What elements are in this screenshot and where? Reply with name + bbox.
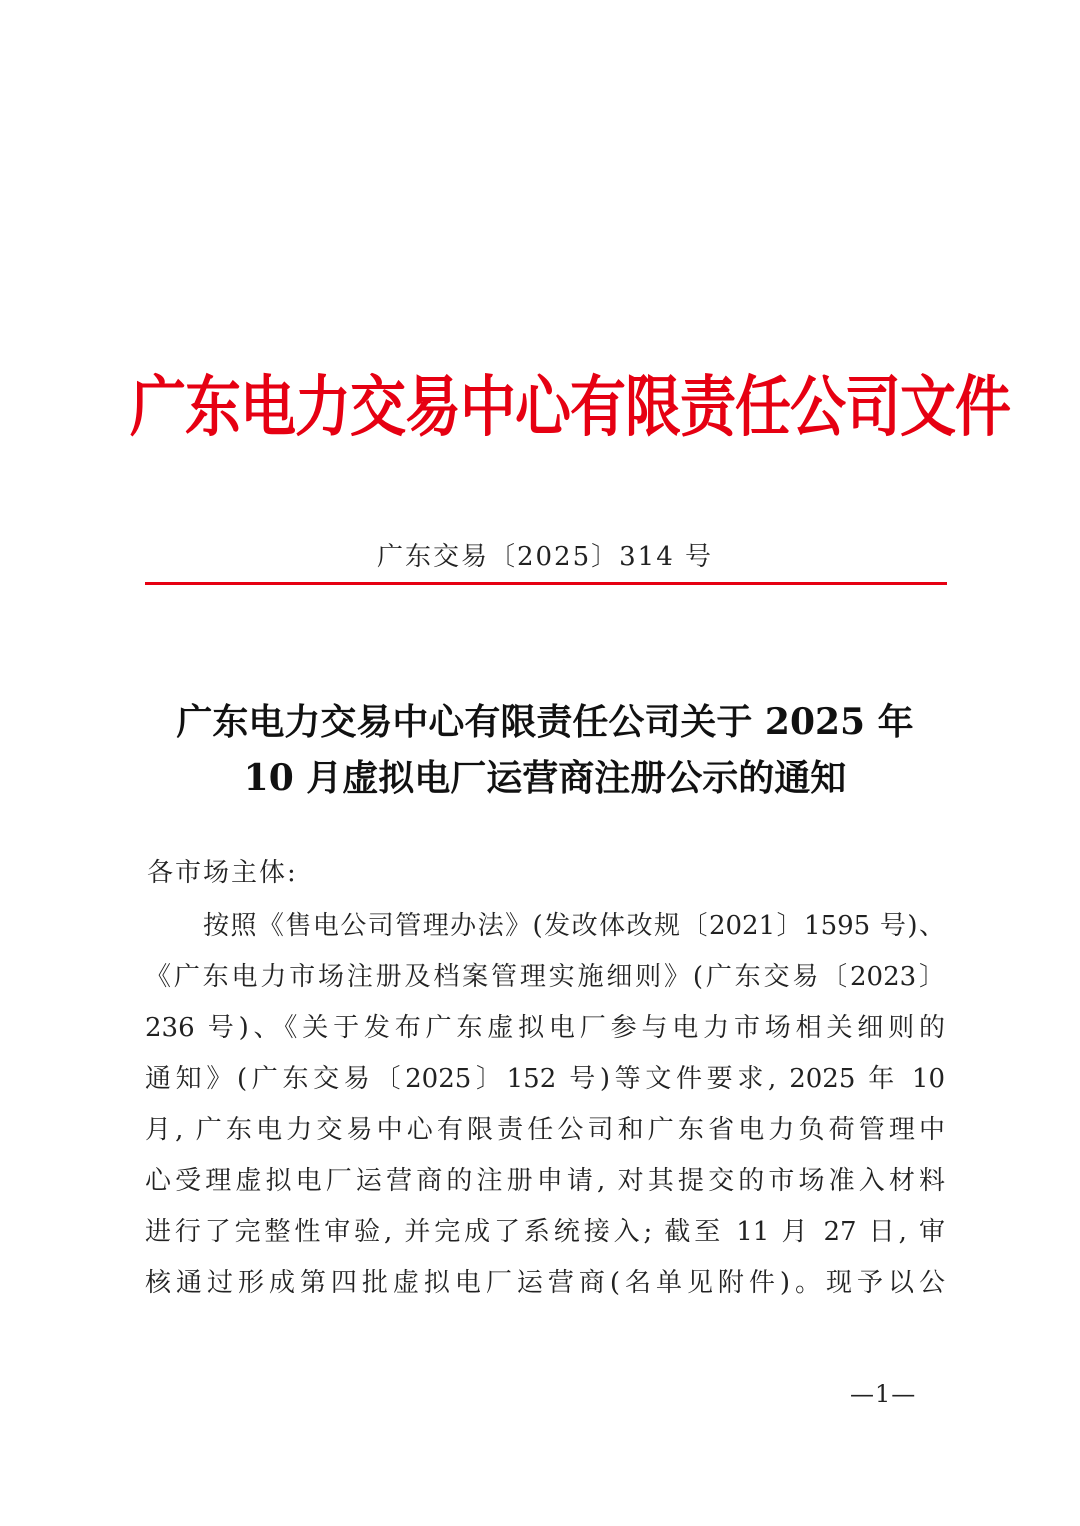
body-line: 236 号)、《关于发布广东虚拟电厂参与电力市场相关细则的	[145, 1013, 945, 1043]
body-line: 月, 广东电力交易中心有限责任公司和广东省电力负荷管理中	[145, 1115, 945, 1145]
document-header-title: 广东电力交易中心有限责任公司文件	[130, 369, 1010, 446]
body-line: 按照《售电公司管理办法》(发改体改规〔2021〕1595 号)、	[203, 911, 945, 941]
document-number: 广东交易〔2025〕314 号	[376, 542, 714, 572]
body-line: 心受理虚拟电厂运营商的注册申请, 对其提交的市场准入材料	[145, 1166, 945, 1196]
header-divider	[145, 582, 947, 585]
notice-title	[145, 694, 945, 806]
page-number: —1—	[850, 1380, 917, 1408]
notice-body	[145, 904, 945, 1312]
salutation: 各市场主体:	[147, 858, 298, 888]
body-line: 进行了完整性审验, 并完成了系统接入; 截至 11 月 27 日, 审	[145, 1217, 945, 1247]
body-line: 《广东电力市场注册及档案管理实施细则》(广东交易〔2023〕	[145, 962, 945, 992]
notice-title-line-2: 10 月虚拟电厂运营商注册公示的通知	[243, 757, 847, 799]
body-line: 核通过形成第四批虚拟电厂运营商(名单见附件)。现予以公	[145, 1268, 945, 1298]
body-line: 通知》(广东交易〔2025〕152 号)等文件要求, 2025 年 10	[145, 1064, 945, 1094]
notice-title-line-1: 广东电力交易中心有限责任公司关于 2025 年	[176, 701, 914, 743]
